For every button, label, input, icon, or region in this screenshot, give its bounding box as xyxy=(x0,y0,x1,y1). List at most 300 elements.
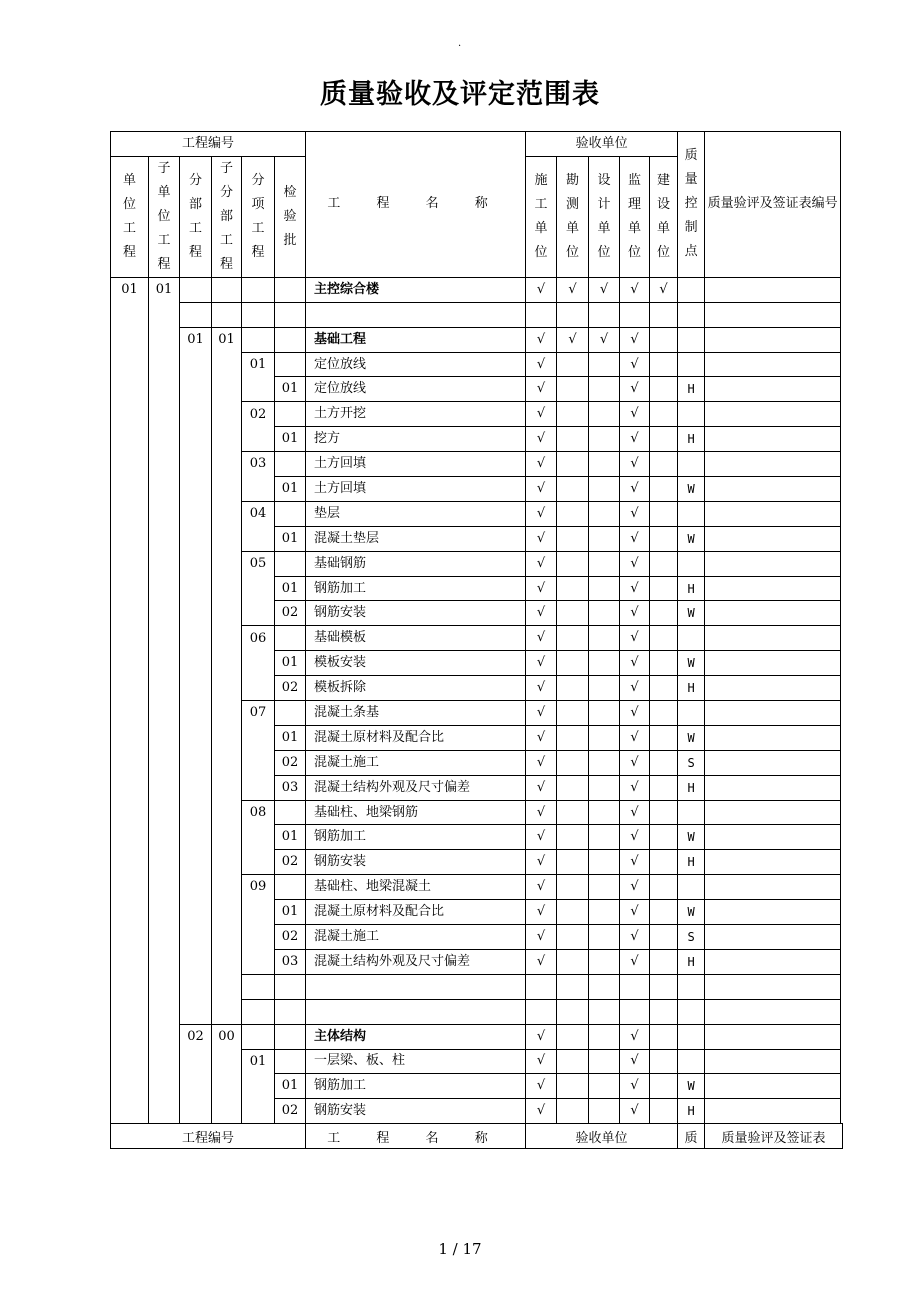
cell-subdivision xyxy=(212,800,242,825)
cell-supervision: √ xyxy=(620,1024,650,1049)
cell-division xyxy=(180,974,212,999)
cell-division xyxy=(180,526,212,551)
cell-unit xyxy=(111,1099,149,1124)
cell-survey xyxy=(557,1099,589,1124)
cell-item xyxy=(242,277,275,302)
cell-design xyxy=(589,501,620,526)
table-row xyxy=(111,576,841,601)
header-construction: 施工单位 xyxy=(526,156,557,277)
cell-item: 08 xyxy=(242,800,275,825)
cell-supervision: √ xyxy=(620,477,650,502)
cell-supervision: √ xyxy=(620,925,650,950)
cell-project-name: 土方开挖 xyxy=(306,402,526,427)
cell-division xyxy=(180,825,212,850)
top-dot: . xyxy=(458,38,462,49)
cell-batch xyxy=(275,452,306,477)
cell-form-no xyxy=(705,1074,841,1099)
cell-owner xyxy=(650,800,678,825)
cell-subdivision xyxy=(212,626,242,651)
cell-owner xyxy=(650,601,678,626)
cell-item: 04 xyxy=(242,501,275,526)
cell-survey xyxy=(557,302,589,327)
cell-supervision: √ xyxy=(620,526,650,551)
cell-subunit xyxy=(149,452,180,477)
cell-construction: √ xyxy=(526,900,557,925)
footer-quality: 质 xyxy=(678,1124,705,1149)
cell-unit xyxy=(111,701,149,726)
cell-form-no xyxy=(705,427,841,452)
header-unit: 单位工程 xyxy=(111,156,149,277)
cell-owner xyxy=(650,501,678,526)
cell-batch xyxy=(275,626,306,651)
cell-division xyxy=(180,725,212,750)
cell-survey xyxy=(557,651,589,676)
cell-unit xyxy=(111,651,149,676)
cell-subdivision xyxy=(212,949,242,974)
cell-project-name: 主控综合楼 xyxy=(306,277,526,302)
table-row xyxy=(111,676,841,701)
cell-unit xyxy=(111,352,149,377)
cell-subdivision: 01 xyxy=(212,327,242,352)
cell-owner xyxy=(650,626,678,651)
cell-division xyxy=(180,402,212,427)
cell-project-name: 挖方 xyxy=(306,427,526,452)
cell-unit xyxy=(111,1049,149,1074)
cell-form-no xyxy=(705,501,841,526)
header-quality-control: 质量控制点 xyxy=(678,132,705,278)
cell-design xyxy=(589,377,620,402)
cell-unit xyxy=(111,626,149,651)
table-row xyxy=(111,327,841,352)
table-row xyxy=(111,1049,841,1074)
header-acceptance-unit: 验收单位 xyxy=(526,132,678,157)
cell-batch xyxy=(275,1024,306,1049)
cell-owner xyxy=(650,452,678,477)
table-row xyxy=(111,377,841,402)
cell-unit xyxy=(111,452,149,477)
cell-unit xyxy=(111,477,149,502)
cell-batch xyxy=(275,501,306,526)
cell-survey: √ xyxy=(557,327,589,352)
cell-form-no xyxy=(705,352,841,377)
cell-design xyxy=(589,750,620,775)
cell-design xyxy=(589,551,620,576)
cell-item xyxy=(242,676,275,701)
cell-project-name xyxy=(306,974,526,999)
cell-form-no xyxy=(705,825,841,850)
cell-survey xyxy=(557,626,589,651)
cell-division xyxy=(180,477,212,502)
table-row xyxy=(111,701,841,726)
cell-subunit xyxy=(149,651,180,676)
cell-owner xyxy=(650,701,678,726)
cell-item xyxy=(242,974,275,999)
cell-supervision: √ xyxy=(620,1074,650,1099)
cell-subunit xyxy=(149,800,180,825)
cell-owner xyxy=(650,352,678,377)
cell-form-no xyxy=(705,526,841,551)
cell-division xyxy=(180,800,212,825)
cell-owner xyxy=(650,551,678,576)
cell-supervision: √ xyxy=(620,452,650,477)
cell-construction: √ xyxy=(526,775,557,800)
cell-design xyxy=(589,900,620,925)
cell-subunit xyxy=(149,974,180,999)
cell-survey xyxy=(557,402,589,427)
cell-design xyxy=(589,800,620,825)
cell-owner: √ xyxy=(650,277,678,302)
cell-project-name: 基础工程 xyxy=(306,327,526,352)
cell-form-no xyxy=(705,800,841,825)
cell-supervision: √ xyxy=(620,676,650,701)
cell-subunit xyxy=(149,925,180,950)
cell-unit xyxy=(111,974,149,999)
cell-item: 09 xyxy=(242,875,275,900)
cell-item xyxy=(242,925,275,950)
cell-subdivision xyxy=(212,651,242,676)
cell-quality-control: H xyxy=(678,377,705,402)
cell-project-name: 钢筋加工 xyxy=(306,576,526,601)
cell-construction: √ xyxy=(526,1024,557,1049)
cell-project-name: 土方回填 xyxy=(306,477,526,502)
cell-design: √ xyxy=(589,327,620,352)
cell-subunit xyxy=(149,377,180,402)
cell-owner xyxy=(650,775,678,800)
cell-owner xyxy=(650,402,678,427)
cell-subunit xyxy=(149,526,180,551)
cell-subdivision xyxy=(212,750,242,775)
cell-project-name: 混凝土施工 xyxy=(306,925,526,950)
cell-unit xyxy=(111,850,149,875)
cell-project-name: 钢筋安装 xyxy=(306,1099,526,1124)
cell-design xyxy=(589,949,620,974)
cell-division xyxy=(180,850,212,875)
cell-supervision xyxy=(620,302,650,327)
cell-quality-control: S xyxy=(678,750,705,775)
cell-project-name: 混凝土施工 xyxy=(306,750,526,775)
cell-quality-control: W xyxy=(678,601,705,626)
cell-subunit xyxy=(149,750,180,775)
cell-subdivision xyxy=(212,701,242,726)
cell-subunit xyxy=(149,775,180,800)
cell-supervision xyxy=(620,974,650,999)
cell-construction: √ xyxy=(526,800,557,825)
header-form-no: 质量验评及签证表编号 xyxy=(705,132,841,278)
cell-supervision: √ xyxy=(620,501,650,526)
cell-batch xyxy=(275,551,306,576)
table-row xyxy=(111,725,841,750)
cell-form-no xyxy=(705,601,841,626)
cell-item: 02 xyxy=(242,402,275,427)
cell-survey xyxy=(557,999,589,1024)
cell-project-name: 混凝土结构外观及尺寸偏差 xyxy=(306,775,526,800)
cell-division xyxy=(180,626,212,651)
cell-quality-control xyxy=(678,999,705,1024)
cell-project-name: 基础模板 xyxy=(306,626,526,651)
cell-owner xyxy=(650,477,678,502)
cell-subunit xyxy=(149,725,180,750)
cell-supervision: √ xyxy=(620,402,650,427)
cell-owner xyxy=(650,925,678,950)
cell-construction: √ xyxy=(526,526,557,551)
cell-unit xyxy=(111,875,149,900)
table-row xyxy=(111,875,841,900)
table-row xyxy=(111,1074,841,1099)
cell-subunit xyxy=(149,900,180,925)
cell-design xyxy=(589,1049,620,1074)
table-row xyxy=(111,800,841,825)
cell-quality-control: W xyxy=(678,725,705,750)
cell-subdivision xyxy=(212,850,242,875)
cell-design xyxy=(589,452,620,477)
cell-survey xyxy=(557,750,589,775)
cell-design xyxy=(589,477,620,502)
cell-quality-control xyxy=(678,800,705,825)
cell-batch: 01 xyxy=(275,377,306,402)
cell-construction: √ xyxy=(526,402,557,427)
cell-supervision: √ xyxy=(620,750,650,775)
cell-project-name: 主体结构 xyxy=(306,1024,526,1049)
cell-quality-control: W xyxy=(678,1074,705,1099)
cell-form-no xyxy=(705,277,841,302)
cell-division xyxy=(180,775,212,800)
cell-project-name xyxy=(306,302,526,327)
cell-project-name: 混凝土原材料及配合比 xyxy=(306,725,526,750)
cell-division xyxy=(180,676,212,701)
cell-subunit xyxy=(149,576,180,601)
cell-batch: 02 xyxy=(275,850,306,875)
cell-quality-control xyxy=(678,551,705,576)
cell-construction: √ xyxy=(526,949,557,974)
cell-division xyxy=(180,302,212,327)
cell-construction xyxy=(526,999,557,1024)
cell-item xyxy=(242,302,275,327)
cell-construction: √ xyxy=(526,825,557,850)
cell-form-no xyxy=(705,974,841,999)
cell-owner xyxy=(650,427,678,452)
cell-subunit xyxy=(149,676,180,701)
cell-supervision: √ xyxy=(620,775,650,800)
cell-quality-control: W xyxy=(678,526,705,551)
header-survey: 勘测单位 xyxy=(557,156,589,277)
cell-batch: 01 xyxy=(275,477,306,502)
cell-unit: 01 xyxy=(111,277,149,302)
cell-project-name xyxy=(306,999,526,1024)
cell-supervision: √ xyxy=(620,850,650,875)
cell-quality-control: H xyxy=(678,850,705,875)
cell-item xyxy=(242,1024,275,1049)
cell-item xyxy=(242,526,275,551)
cell-supervision: √ xyxy=(620,949,650,974)
cell-design xyxy=(589,601,620,626)
cell-subdivision xyxy=(212,452,242,477)
cell-unit xyxy=(111,402,149,427)
cell-form-no xyxy=(705,477,841,502)
cell-survey xyxy=(557,601,589,626)
cell-batch xyxy=(275,402,306,427)
cell-survey xyxy=(557,501,589,526)
cell-item xyxy=(242,651,275,676)
cell-division xyxy=(180,452,212,477)
cell-item xyxy=(242,775,275,800)
cell-subdivision xyxy=(212,302,242,327)
table-row xyxy=(111,526,841,551)
cell-subunit xyxy=(149,551,180,576)
cell-project-name: 垫层 xyxy=(306,501,526,526)
cell-item xyxy=(242,377,275,402)
cell-division: 01 xyxy=(180,327,212,352)
cell-division xyxy=(180,701,212,726)
cell-project-name: 基础柱、地梁钢筋 xyxy=(306,800,526,825)
header-design: 设计单位 xyxy=(589,156,620,277)
cell-design xyxy=(589,526,620,551)
cell-owner xyxy=(650,1024,678,1049)
cell-batch xyxy=(275,701,306,726)
table-row xyxy=(111,501,841,526)
cell-item xyxy=(242,601,275,626)
cell-batch xyxy=(275,1049,306,1074)
cell-form-no xyxy=(705,1099,841,1124)
cell-subdivision xyxy=(212,875,242,900)
cell-subdivision xyxy=(212,725,242,750)
cell-division xyxy=(180,576,212,601)
header-project-name: 工 程 名 称 xyxy=(306,132,526,278)
cell-construction: √ xyxy=(526,850,557,875)
cell-supervision: √ xyxy=(620,277,650,302)
cell-quality-control: W xyxy=(678,651,705,676)
cell-form-no xyxy=(705,949,841,974)
cell-form-no xyxy=(705,925,841,950)
cell-construction: √ xyxy=(526,875,557,900)
cell-quality-control xyxy=(678,501,705,526)
cell-division xyxy=(180,875,212,900)
cell-unit xyxy=(111,427,149,452)
table-row xyxy=(111,277,841,302)
cell-survey xyxy=(557,974,589,999)
cell-owner xyxy=(650,576,678,601)
cell-item xyxy=(242,1074,275,1099)
table-row xyxy=(111,626,841,651)
cell-item xyxy=(242,477,275,502)
cell-subunit xyxy=(149,1099,180,1124)
cell-division xyxy=(180,501,212,526)
header-owner: 建设单位 xyxy=(650,156,678,277)
cell-division xyxy=(180,949,212,974)
footer-project-name: 工 程 名 称 xyxy=(306,1124,526,1149)
table-row xyxy=(111,601,841,626)
cell-quality-control: W xyxy=(678,477,705,502)
cell-item: 06 xyxy=(242,626,275,651)
cell-unit xyxy=(111,302,149,327)
cell-form-no xyxy=(705,999,841,1024)
cell-form-no xyxy=(705,452,841,477)
cell-project-name: 钢筋安装 xyxy=(306,601,526,626)
cell-subdivision xyxy=(212,676,242,701)
cell-subdivision xyxy=(212,1099,242,1124)
cell-quality-control xyxy=(678,626,705,651)
table-row xyxy=(111,1099,841,1124)
cell-design xyxy=(589,352,620,377)
cell-survey xyxy=(557,875,589,900)
cell-form-no xyxy=(705,676,841,701)
cell-unit xyxy=(111,800,149,825)
cell-unit xyxy=(111,327,149,352)
cell-project-name: 定位放线 xyxy=(306,377,526,402)
cell-supervision: √ xyxy=(620,800,650,825)
cell-design xyxy=(589,427,620,452)
cell-subunit xyxy=(149,1074,180,1099)
cell-subunit xyxy=(149,1049,180,1074)
cell-form-no xyxy=(705,626,841,651)
cell-form-no xyxy=(705,402,841,427)
cell-division xyxy=(180,427,212,452)
table-row xyxy=(111,352,841,377)
cell-subdivision xyxy=(212,825,242,850)
cell-batch xyxy=(275,800,306,825)
cell-subunit xyxy=(149,402,180,427)
cell-supervision: √ xyxy=(620,900,650,925)
cell-survey xyxy=(557,725,589,750)
cell-construction: √ xyxy=(526,626,557,651)
cell-subunit xyxy=(149,601,180,626)
cell-owner xyxy=(650,327,678,352)
footer-form: 质量验评及签证表 xyxy=(705,1124,843,1149)
table-row xyxy=(111,651,841,676)
cell-project-name: 混凝土结构外观及尺寸偏差 xyxy=(306,949,526,974)
cell-subdivision xyxy=(212,477,242,502)
cell-design xyxy=(589,725,620,750)
cell-batch: 02 xyxy=(275,601,306,626)
cell-subunit xyxy=(149,427,180,452)
cell-construction: √ xyxy=(526,352,557,377)
cell-item: 01 xyxy=(242,1049,275,1074)
cell-design xyxy=(589,1074,620,1099)
cell-construction: √ xyxy=(526,1049,557,1074)
cell-division xyxy=(180,277,212,302)
cell-subdivision xyxy=(212,775,242,800)
cell-quality-control: H xyxy=(678,576,705,601)
cell-division xyxy=(180,551,212,576)
cell-quality-control: H xyxy=(678,1099,705,1124)
cell-construction: √ xyxy=(526,1074,557,1099)
cell-design xyxy=(589,402,620,427)
cell-survey xyxy=(557,526,589,551)
cell-supervision: √ xyxy=(620,352,650,377)
cell-survey xyxy=(557,576,589,601)
header-project-code: 工程编号 xyxy=(111,132,306,157)
cell-supervision: √ xyxy=(620,825,650,850)
cell-project-name: 模板安装 xyxy=(306,651,526,676)
cell-design xyxy=(589,676,620,701)
cell-batch: 01 xyxy=(275,427,306,452)
cell-survey xyxy=(557,1024,589,1049)
cell-project-name: 定位放线 xyxy=(306,352,526,377)
cell-owner xyxy=(650,1099,678,1124)
cell-subdivision xyxy=(212,974,242,999)
cell-construction: √ xyxy=(526,377,557,402)
cell-form-no xyxy=(705,750,841,775)
cell-survey: √ xyxy=(557,277,589,302)
cell-division xyxy=(180,999,212,1024)
cell-subunit: 01 xyxy=(149,277,180,302)
cell-unit xyxy=(111,377,149,402)
cell-design xyxy=(589,999,620,1024)
cell-supervision: √ xyxy=(620,626,650,651)
cell-owner xyxy=(650,999,678,1024)
cell-subdivision xyxy=(212,352,242,377)
cell-unit xyxy=(111,949,149,974)
cell-construction: √ xyxy=(526,925,557,950)
